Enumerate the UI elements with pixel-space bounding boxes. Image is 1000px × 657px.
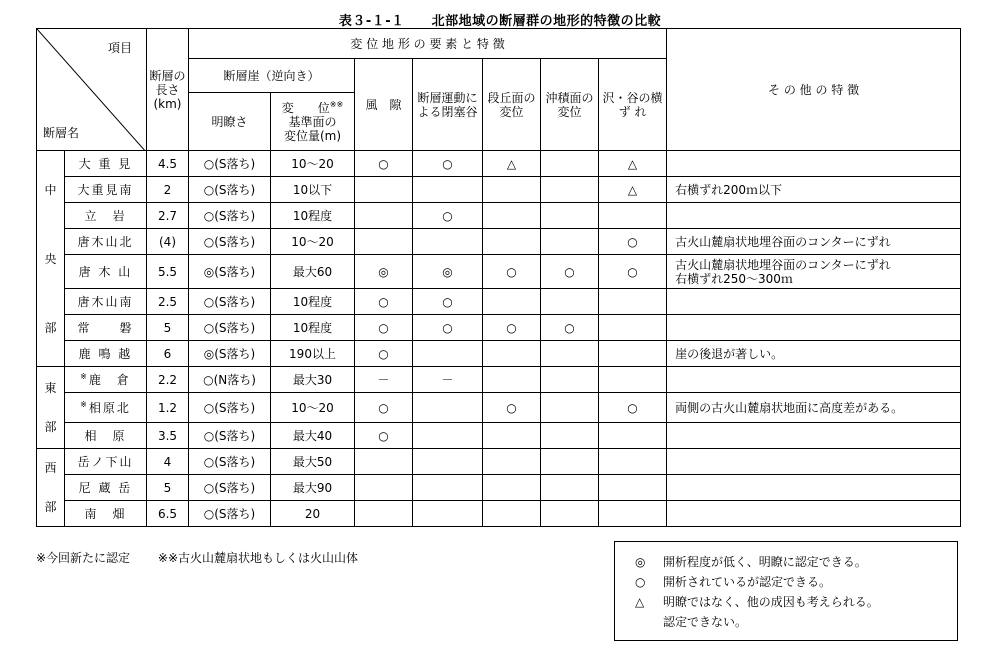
fault-name-cell: [65, 151, 147, 177]
chuseki-cell: [541, 229, 599, 255]
heisoku-cell: ○: [413, 203, 483, 229]
displacement-cell: 20: [271, 501, 355, 527]
legend-row: [635, 552, 957, 572]
length-cell: 2: [147, 177, 189, 203]
group-label-cell: [37, 449, 65, 527]
header-meiryou: 明瞭さ: [189, 93, 271, 151]
fuugeki-cell: [355, 501, 413, 527]
legend-text: 開析程度が低く、明瞭に認定できる。: [663, 555, 867, 569]
fault-comparison-table: [36, 28, 961, 527]
circle-icon: ○: [635, 575, 646, 589]
clarity-cell: ○(S落ち): [189, 229, 271, 255]
displacement-cell: 10～20: [271, 393, 355, 423]
clarity-cell: ○(S落ち): [189, 501, 271, 527]
fault-name: 南 畑: [84, 506, 127, 521]
chuseki-cell: [541, 449, 599, 475]
other-features-cell: [667, 151, 961, 177]
clarity-cell: ○(S落ち): [189, 423, 271, 449]
legend-text: 認定できない。: [663, 615, 748, 629]
displacement-cell: 10程度: [271, 315, 355, 341]
fault-name-cell: [65, 229, 147, 255]
chuseki-cell: ○: [541, 315, 599, 341]
length-cell: 3.5: [147, 423, 189, 449]
fault-name: 立 岩: [84, 208, 127, 223]
displacement-cell: 10～20: [271, 229, 355, 255]
length-cell: 4.5: [147, 151, 189, 177]
fault-name: 相 原: [84, 428, 127, 443]
displacement-cell: 10～20: [271, 151, 355, 177]
chuseki-cell: [541, 423, 599, 449]
fault-name-cell: [65, 203, 147, 229]
heisoku-cell: ○: [413, 315, 483, 341]
other-features-cell: [667, 475, 961, 501]
other-feature-line: 古火山麓扇状地埋谷面のコンターにずれ: [675, 234, 891, 249]
heisoku-cell: [413, 341, 483, 367]
sawa-cell: [599, 475, 667, 501]
table-row: [37, 229, 961, 255]
diagonal-header-cell: [37, 29, 147, 151]
length-cell: 6: [147, 341, 189, 367]
heisoku-cell: ◎: [413, 255, 483, 289]
displacement-cell: 最大90: [271, 475, 355, 501]
clarity-cell: ◎(S落ち): [189, 341, 271, 367]
table-row: [37, 151, 961, 177]
sawa-cell: [599, 315, 667, 341]
fault-name: 大重見南: [77, 182, 134, 197]
heisoku-cell: [413, 449, 483, 475]
fault-name-cell: [65, 367, 147, 393]
sawa-cell: [599, 423, 667, 449]
fault-name: 岳ノ下山: [77, 454, 134, 469]
other-features-cell: [667, 289, 961, 315]
table-row: [37, 475, 961, 501]
other-features-cell: [667, 423, 961, 449]
sawa-cell: ○: [599, 229, 667, 255]
clarity-cell: ○(S落ち): [189, 449, 271, 475]
sawa-cell: [599, 203, 667, 229]
fault-name: 唐木山北: [77, 234, 134, 249]
fault-name-cell: [65, 449, 147, 475]
length-cell: 5: [147, 315, 189, 341]
other-feature-line: 右横ずれ250～300ｍ: [675, 271, 793, 286]
heisoku-cell: [413, 501, 483, 527]
displacement-cell: 最大30: [271, 367, 355, 393]
fault-name: 相原北: [88, 400, 131, 415]
table-row: [37, 289, 961, 315]
displacement-cell: 最大40: [271, 423, 355, 449]
table-title: 表３-１-１ 北部地域の断層群の地形的特徴の比較: [338, 14, 662, 29]
dankyu-cell: ○: [483, 393, 541, 423]
dankyu-cell: [483, 203, 541, 229]
chuseki-cell: [541, 393, 599, 423]
legend-row: [635, 612, 957, 632]
header-koumoku: 項目: [107, 41, 132, 55]
group-char: 東: [44, 381, 57, 395]
header-fuugeki: 風 隙: [355, 59, 413, 151]
other-feature-line: 両側の古火山麓扇状地面に高度差がある。: [675, 400, 904, 415]
heisoku-cell: －: [413, 367, 483, 393]
length-cell: 2.7: [147, 203, 189, 229]
table-row: [37, 393, 961, 423]
dankyu-cell: [483, 501, 541, 527]
group-char: 央: [44, 251, 57, 266]
sawa-cell: [599, 289, 667, 315]
fuugeki-cell: －: [355, 367, 413, 393]
other-features-cell: [667, 255, 961, 289]
chuseki-cell: [541, 341, 599, 367]
clarity-cell: ○(S落ち): [189, 203, 271, 229]
group-char: 部: [44, 420, 57, 434]
displacement-cell: 190以上: [271, 341, 355, 367]
other-features-cell: [667, 393, 961, 423]
dankyu-cell: [483, 449, 541, 475]
header-henni: 変 位 地 形 の 要 素 と 特 徴: [189, 29, 667, 59]
fuugeki-cell: ○: [355, 393, 413, 423]
fault-name: 鹿 倉: [88, 372, 131, 387]
legend-text: 開析されているが認定できる。: [663, 575, 832, 589]
chuseki-cell: [541, 367, 599, 393]
table-row: [37, 341, 961, 367]
fuugeki-cell: ○: [355, 315, 413, 341]
displacement-cell: 10以下: [271, 177, 355, 203]
other-feature-line: 崖の後退が著しい。: [675, 346, 784, 361]
dankyu-cell: △: [483, 151, 541, 177]
table-row: [37, 315, 961, 341]
table-row: [37, 449, 961, 475]
dankyu-cell: [483, 367, 541, 393]
heisoku-cell: [413, 177, 483, 203]
heisoku-cell: [413, 475, 483, 501]
length-cell: 5: [147, 475, 189, 501]
other-features-cell: [667, 501, 961, 527]
clarity-cell: ○(S落ち): [189, 151, 271, 177]
heisoku-cell: ○: [413, 151, 483, 177]
fault-name-cell: [65, 475, 147, 501]
new-fault-mark: ※: [80, 371, 89, 381]
fuugeki-cell: [355, 177, 413, 203]
length-cell: 6.5: [147, 501, 189, 527]
fuugeki-cell: ○: [355, 151, 413, 177]
other-features-cell: [667, 177, 961, 203]
fuugeki-cell: ○: [355, 289, 413, 315]
clarity-cell: ○(S落ち): [189, 177, 271, 203]
table-row: [37, 423, 961, 449]
other-features-cell: [667, 229, 961, 255]
heisoku-cell: [413, 393, 483, 423]
group-char: 西: [44, 461, 57, 475]
clarity-cell: ○(S落ち): [189, 289, 271, 315]
header-disp-line2: 基準面の: [288, 114, 337, 129]
clarity-cell: ○(N落ち): [189, 367, 271, 393]
sawa-cell: [599, 449, 667, 475]
sawa-cell: ○: [599, 393, 667, 423]
dankyu-cell: ○: [483, 255, 541, 289]
fault-name-cell: [65, 393, 147, 423]
length-cell: 5.5: [147, 255, 189, 289]
fault-name-cell: [65, 423, 147, 449]
chuseki-cell: ○: [541, 255, 599, 289]
clarity-cell: ○(S落ち): [189, 393, 271, 423]
chuseki-cell: [541, 177, 599, 203]
fault-name: 尼 蔵 岳: [78, 480, 133, 495]
group-label-cell: [37, 367, 65, 449]
footnotes: [36, 549, 382, 566]
other-feature-line: 古火山麓扇状地埋谷面のコンターにずれ: [675, 257, 891, 272]
displacement-cell: 10程度: [271, 289, 355, 315]
fault-name: 唐木山南: [77, 294, 134, 309]
header-chuseki: 沖積面の変位: [541, 59, 599, 151]
fuugeki-cell: [355, 475, 413, 501]
header-disp-mark: ※※: [329, 99, 344, 109]
dankyu-cell: [483, 177, 541, 203]
fault-name-cell: [65, 315, 147, 341]
chuseki-cell: [541, 475, 599, 501]
fault-name-cell: [65, 255, 147, 289]
fuugeki-cell: [355, 229, 413, 255]
triangle-icon: △: [635, 595, 645, 609]
other-features-cell: [667, 203, 961, 229]
sawa-cell: [599, 341, 667, 367]
clarity-cell: ◎(S落ち): [189, 255, 271, 289]
table-row: [37, 203, 961, 229]
group-char: 部: [44, 320, 57, 335]
clarity-cell: ○(S落ち): [189, 315, 271, 341]
header-length: 断層の長さ(km): [147, 29, 189, 151]
legend-text: 明瞭ではなく、他の成因も考えられる。: [663, 595, 879, 609]
header-fault-name: 断層名: [43, 126, 80, 140]
new-fault-mark: ※: [80, 399, 89, 409]
double-circle-icon: ◎: [635, 555, 646, 569]
fault-name: 常 磐: [77, 320, 134, 335]
fuugeki-cell: [355, 203, 413, 229]
header-heisoku: 断層運動による閉塞谷: [413, 59, 483, 151]
length-cell: 1.2: [147, 393, 189, 423]
fault-name: 大 重 見: [78, 156, 133, 171]
fault-name-cell: [65, 501, 147, 527]
fuugeki-cell: ○: [355, 423, 413, 449]
fault-name-cell: [65, 177, 147, 203]
displacement-cell: 最大60: [271, 255, 355, 289]
other-features-cell: [667, 449, 961, 475]
group-char: 中: [44, 182, 57, 197]
table-row: [37, 177, 961, 203]
fault-name-cell: [65, 341, 147, 367]
header-other: そ の 他 の 特 徴: [667, 29, 961, 151]
sawa-cell: △: [599, 177, 667, 203]
header-cliff: 断層崖（逆向き）: [189, 59, 355, 93]
fuugeki-cell: ○: [355, 341, 413, 367]
sawa-cell: [599, 501, 667, 527]
dankyu-cell: [483, 341, 541, 367]
legend-row: [635, 572, 957, 592]
length-cell: 2.2: [147, 367, 189, 393]
header-dankyu: 段丘面の変位: [483, 59, 541, 151]
chuseki-cell: [541, 151, 599, 177]
fault-name: 鹿 鳴 越: [78, 346, 133, 361]
fuugeki-cell: [355, 449, 413, 475]
header-disp-line3: 変位量(m): [283, 128, 342, 143]
displacement-cell: 最大50: [271, 449, 355, 475]
other-features-cell: [667, 341, 961, 367]
group-char: 部: [44, 500, 57, 514]
chuseki-cell: [541, 501, 599, 527]
heisoku-cell: [413, 423, 483, 449]
heisoku-cell: ○: [413, 289, 483, 315]
fault-name-cell: [65, 289, 147, 315]
other-features-cell: [667, 367, 961, 393]
dankyu-cell: [483, 475, 541, 501]
header-disp-label: 変 位: [281, 100, 330, 115]
length-cell: 2.5: [147, 289, 189, 315]
table-row: [37, 501, 961, 527]
chuseki-cell: [541, 289, 599, 315]
length-cell: 4: [147, 449, 189, 475]
footnote-new: ※今回新たに認定: [36, 551, 131, 565]
other-feature-line: 右横ずれ200ｍ以下: [675, 182, 782, 197]
sawa-cell: ○: [599, 255, 667, 289]
sawa-cell: [599, 367, 667, 393]
header-displacement: [271, 93, 355, 151]
chuseki-cell: [541, 203, 599, 229]
clarity-cell: ○(S落ち): [189, 475, 271, 501]
footnote-base-surface: ※※古火山麓扇状地もしくは火山山体: [157, 551, 359, 565]
dankyu-cell: [483, 289, 541, 315]
fuugeki-cell: ◎: [355, 255, 413, 289]
fault-name: 唐 木 山: [78, 264, 133, 279]
group-label-cell: [37, 151, 65, 367]
legend-box: [614, 541, 958, 641]
dankyu-cell: ○: [483, 315, 541, 341]
table-row: [37, 367, 961, 393]
table-row: [37, 255, 961, 289]
header-sawa: 沢・谷の横 ず れ: [599, 59, 667, 151]
dankyu-cell: [483, 423, 541, 449]
sawa-cell: △: [599, 151, 667, 177]
length-cell: (4): [147, 229, 189, 255]
displacement-cell: 10程度: [271, 203, 355, 229]
dankyu-cell: [483, 229, 541, 255]
heisoku-cell: [413, 229, 483, 255]
other-features-cell: [667, 315, 961, 341]
legend-row: [635, 592, 957, 612]
